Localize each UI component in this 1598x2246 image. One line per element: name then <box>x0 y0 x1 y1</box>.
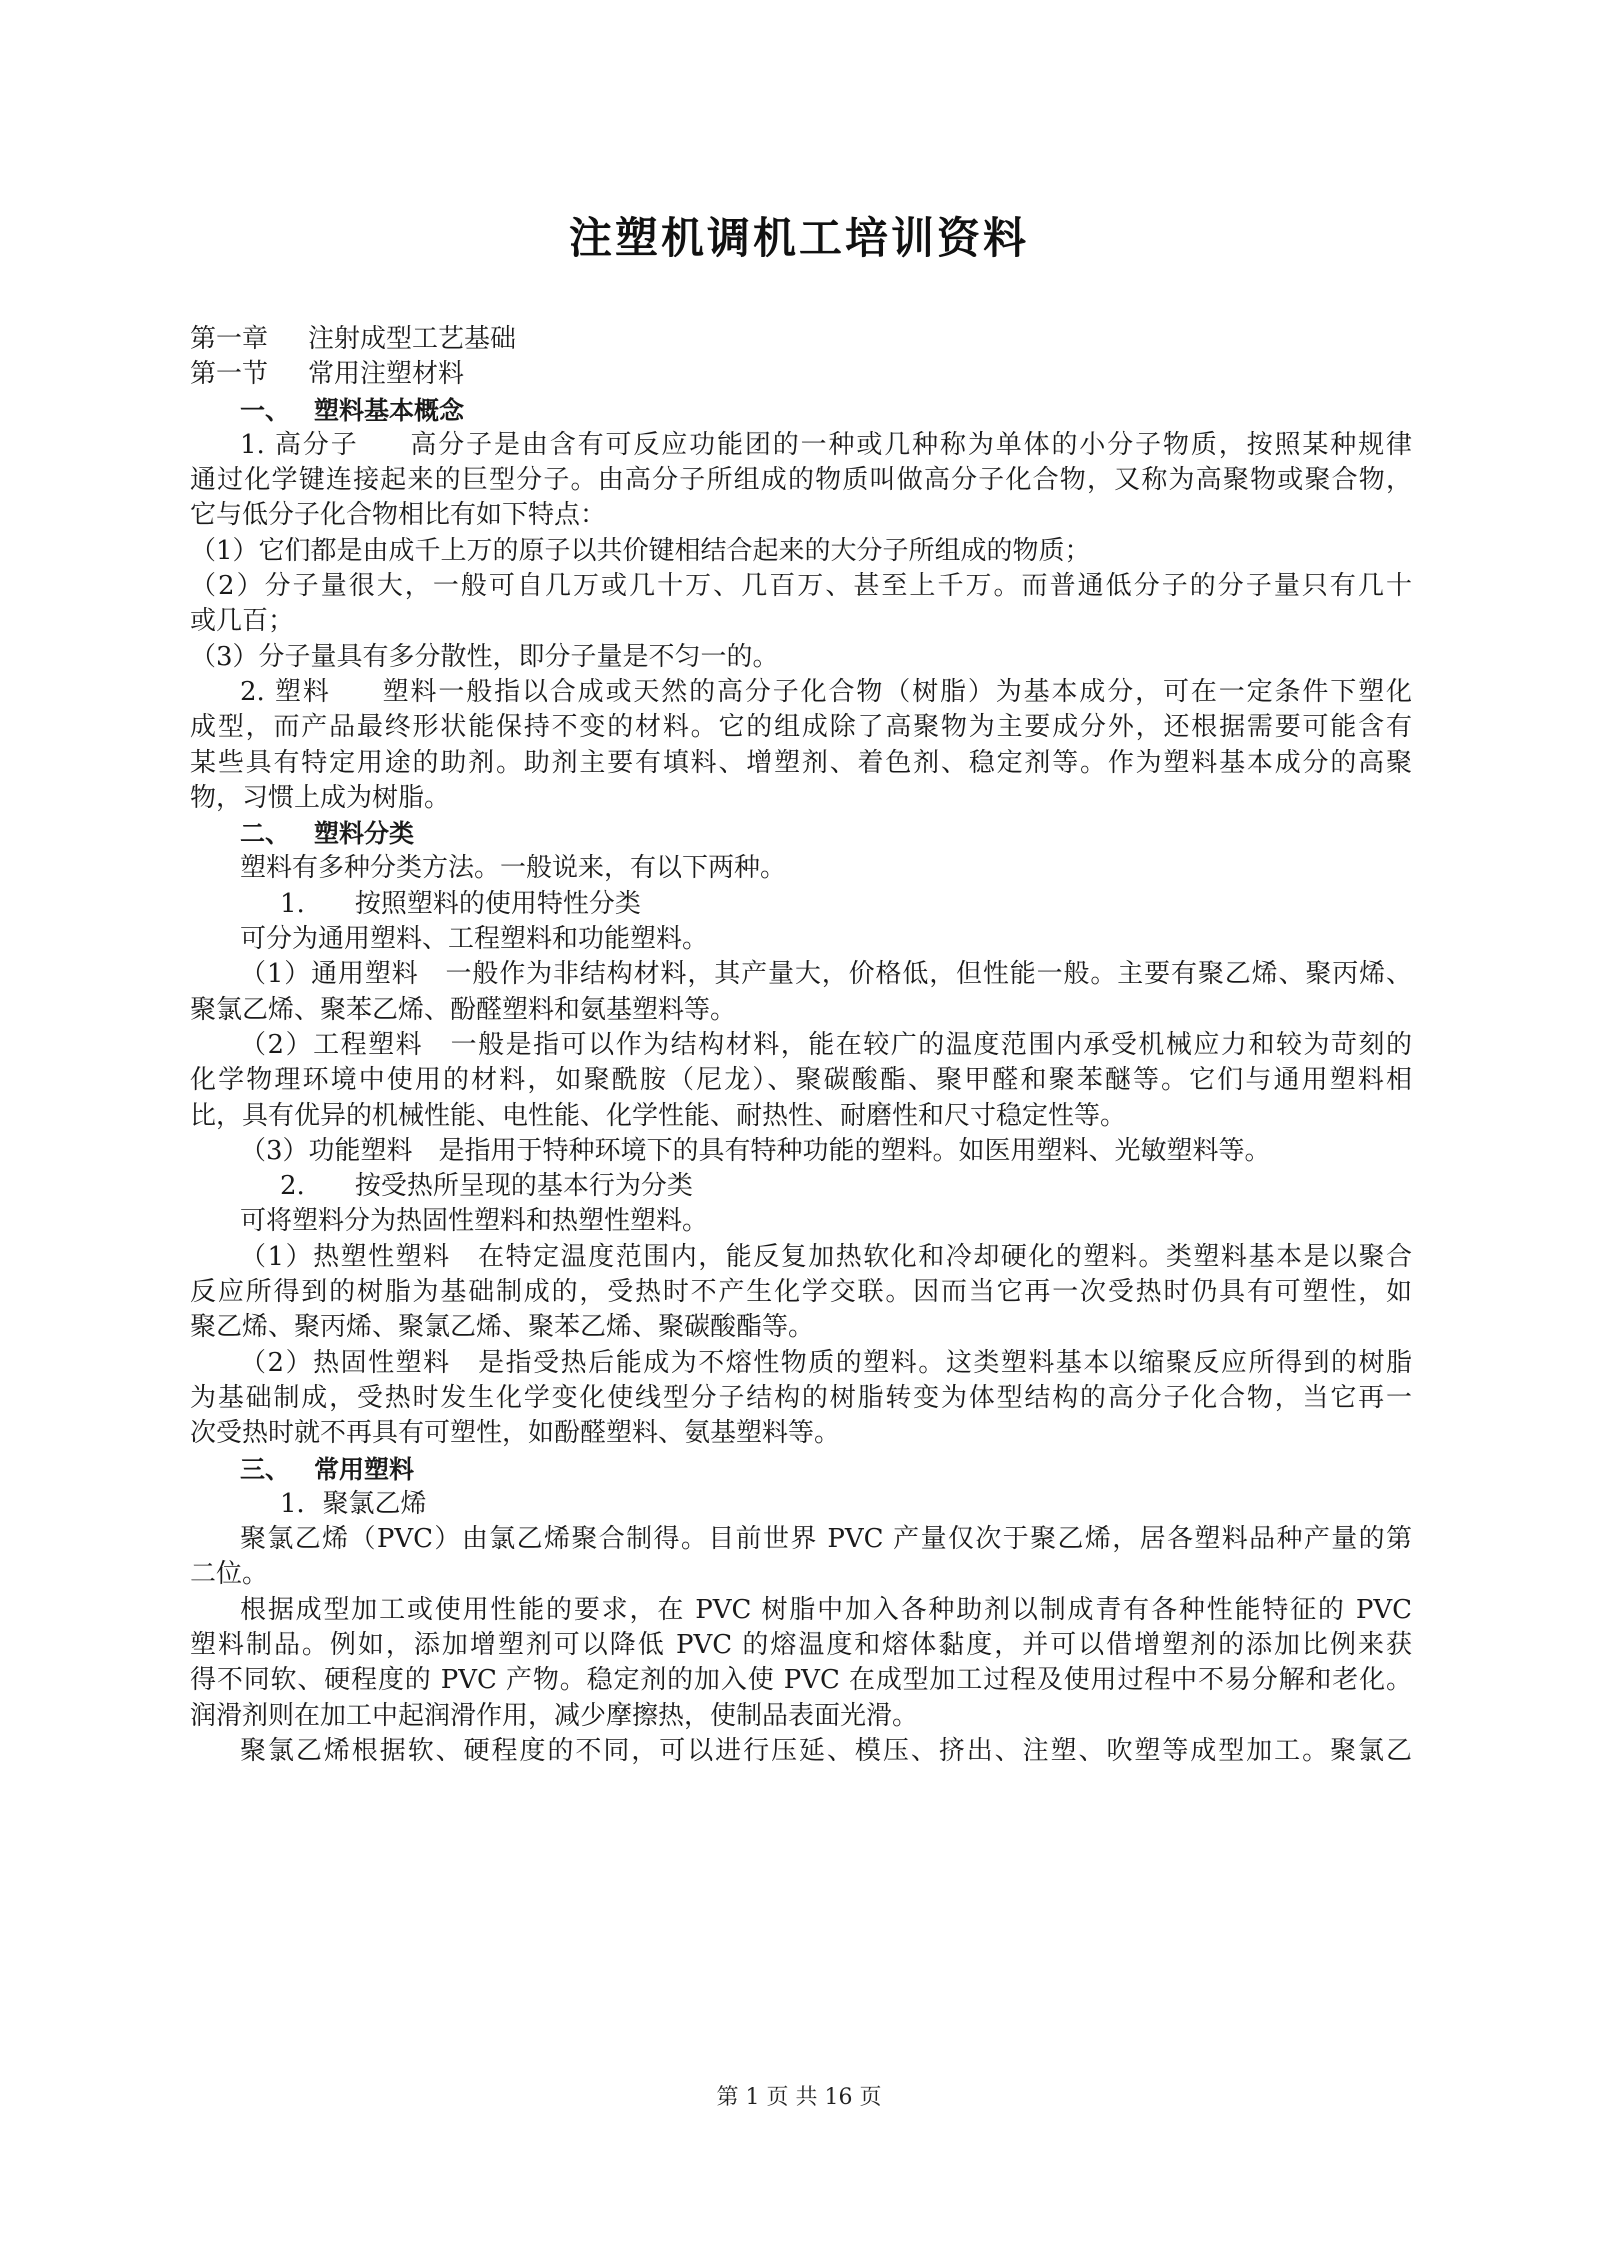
heading-3: 三、 常用塑料 <box>240 1454 415 1484</box>
subheading: 1．聚氯乙烯 <box>280 1488 427 1519</box>
paragraph-line: 通过化学键连接起来的巨型分子。由高分子所组成的物质叫做高分子化合物，又称为高聚物或聚合物， <box>190 465 1412 496</box>
paragraph-line: （1）通用塑料 一般作为非结构材料，其产量大，价格低，但性能一般。主要有聚乙烯、聚丙烯、 <box>240 959 1412 990</box>
subheading: 1. 按照塑料的使用特性分类 <box>280 888 641 919</box>
list-item: 或几百； <box>190 606 295 637</box>
paragraph-line: 成型，而产品最终形状能保持不变的材料。它的组成除了高聚物为主要成分外，还根据需要可能含有 <box>190 712 1412 743</box>
paragraph-line: 根据成型加工或使用性能的要求，在 PVC 树脂中加入各种助剂以制成青有各种性能特征的 PVC <box>240 1594 1412 1625</box>
paragraph-line: 聚氯乙烯（PVC）由氯乙烯聚合制得。目前世界 PVC 产量仅次于聚乙烯，居各塑料品种产量的第 <box>240 1524 1412 1555</box>
heading-2: 二、 塑料分类 <box>240 819 415 849</box>
paragraph-line: 可将塑料分为热固性塑料和热塑性塑料。 <box>240 1206 709 1237</box>
paragraph-line: 得不同软、硬程度的 PVC 产物。稳定剂的加入使 PVC 在成型加工过程及使用过程中不易分解和老化。 <box>190 1665 1412 1696</box>
paragraph-line: 2. 塑料 塑料一般指以合成或天然的高分子化合物（树脂）为基本成分，可在一定条件下塑化 <box>240 676 1412 707</box>
paragraph-line: 1. 高分子 高分子是由含有可反应功能团的一种或几种称为单体的小分子物质，按照某种规律 <box>240 429 1412 460</box>
paragraph-line: 反应所得到的树脂为基础制成的，受热时不产生化学交联。因而当它再一次受热时仍具有可塑性，如 <box>190 1277 1412 1308</box>
paragraph-line: 它与低分子化合物相比有如下特点： <box>190 500 607 531</box>
list-item: （1）它们都是由成千上万的原子以共价键相结合起来的大分子所组成的物质； <box>190 535 1091 566</box>
paragraph-line: 次受热时就不再具有可塑性，如酚醛塑料、氨基塑料等。 <box>190 1418 841 1449</box>
paragraph-line: 某些具有特定用途的助剂。助剂主要有填料、增塑剂、着色剂、稳定剂等。作为塑料基本成分的高聚 <box>190 747 1412 778</box>
list-item: （3）分子量具有多分散性，即分子量是不匀一的。 <box>190 641 779 672</box>
paragraph-line: 可分为通用塑料、工程塑料和功能塑料。 <box>240 924 709 955</box>
paragraph-line: 塑料制品。例如，添加增塑剂可以降低 PVC 的熔温度和熔体黏度，并可以借增塑剂的添加比例来获 <box>190 1629 1412 1660</box>
paragraph-line: （2）工程塑料 一般是指可以作为结构材料，能在较广的温度范围内承受机械应力和较为苛刻的 <box>240 1029 1412 1060</box>
paragraph-line: 聚乙烯、聚丙烯、聚氯乙烯、聚苯乙烯、聚碳酸酯等。 <box>190 1312 815 1343</box>
paragraph-line: 为基础制成，受热时发生化学变化使线型分子结构的树脂转变为体型结构的高分子化合物，当它再一 <box>190 1382 1412 1413</box>
page-number-footer: 第 1 页 共 16 页 <box>716 2085 882 2110</box>
chapter-heading: 第一章 注射成型工艺基础 <box>190 324 517 354</box>
paragraph-line: （2）热固性塑料 是指受热后能成为不熔性物质的塑料。这类塑料基本以缩聚反应所得到的树脂 <box>240 1347 1412 1378</box>
paragraph-line: 比，具有优异的机械性能、电性能、化学性能、耐热性、耐磨性和尺寸稳定性等。 <box>190 1100 1127 1131</box>
paragraph-line: 聚氯乙烯、聚苯乙烯、酚醛塑料和氨基塑料等。 <box>190 994 737 1025</box>
paragraph-line: 聚氯乙烯根据软、硬程度的不同，可以进行压延、模压、挤出、注塑、吹塑等成型加工。聚氯乙 <box>240 1735 1412 1766</box>
heading-1: 一、 塑料基本概念 <box>240 395 465 425</box>
paragraph-line: 润滑剂则在加工中起润滑作用，减少摩擦热，使制品表面光滑。 <box>190 1700 919 1731</box>
section-heading: 第一节 常用注塑材料 <box>190 359 465 390</box>
subheading: 2. 按受热所呈现的基本行为分类 <box>280 1171 693 1202</box>
list-item: （2）分子量很大，一般可自几万或几十万、几百万、甚至上千万。而普通低分子的分子量只有几十 <box>190 571 1412 602</box>
paragraph-line: 化学物理环境中使用的材料，如聚酰胺（尼龙）、聚碳酸酯、聚甲醛和聚苯醚等。它们与通用塑料相 <box>190 1065 1412 1096</box>
paragraph-line: 塑料有多种分类方法。一般说来，有以下两种。 <box>240 853 787 884</box>
document-body <box>190 322 1412 1769</box>
paragraph-line: 二位。 <box>190 1559 269 1590</box>
paragraph-line: （3）功能塑料 是指用于特种环境下的具有特种功能的塑料。如医用塑料、光敏塑料等。 <box>240 1135 1271 1166</box>
paragraph-line: 物，习惯上成为树脂。 <box>190 782 451 813</box>
paragraph-line: （1）热塑性塑料 在特定温度范围内，能反复加热软化和冷却硬化的塑料。类塑料基本是以聚合 <box>240 1241 1412 1272</box>
document-title: 注塑机调机工培训资料 <box>569 214 1029 264</box>
